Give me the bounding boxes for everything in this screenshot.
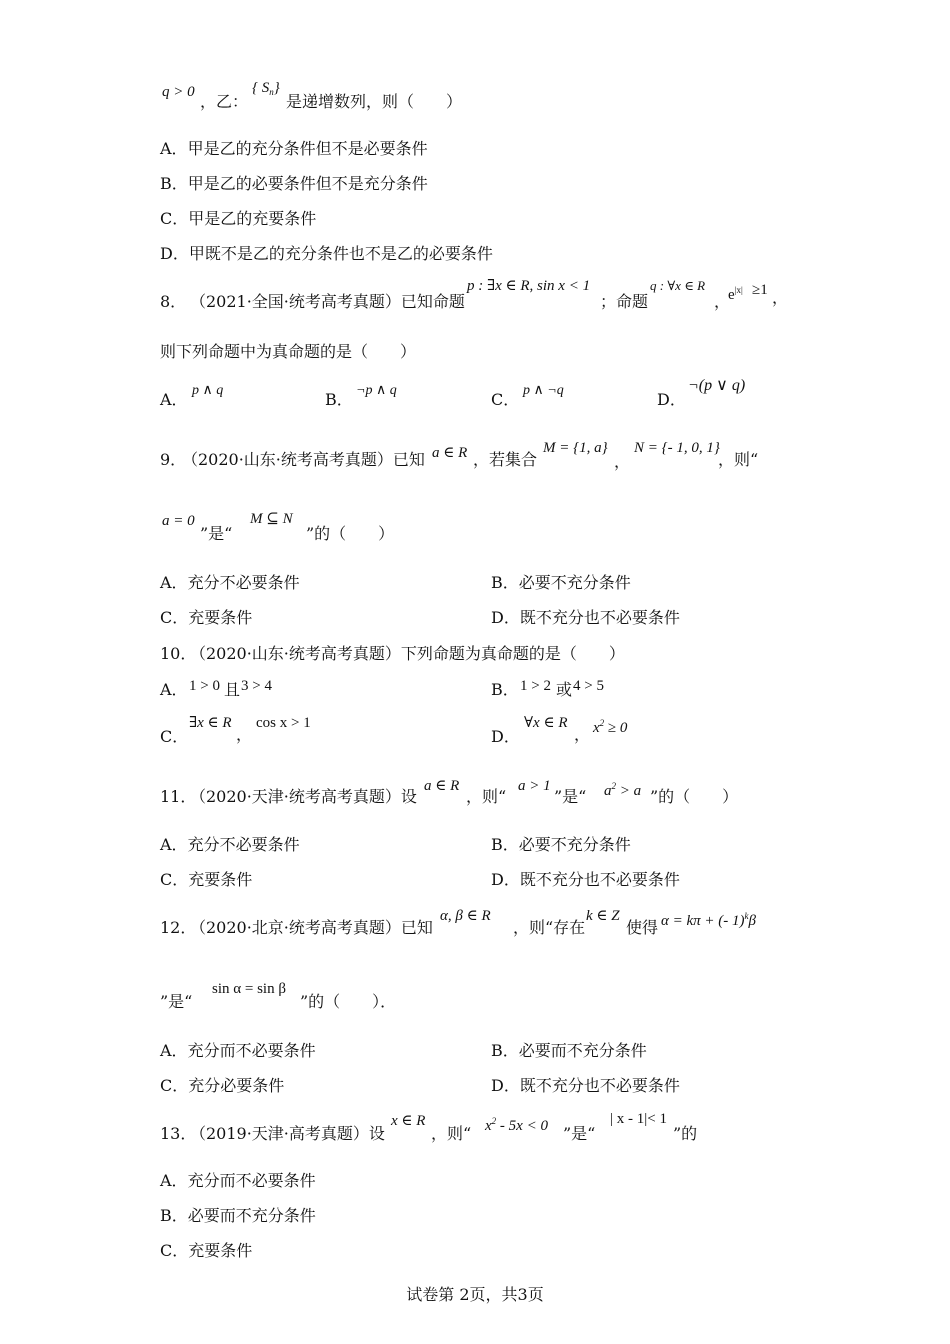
q9-number: 9． [160,450,187,469]
q8-exp: $e^{|x|}$ [728,285,743,303]
q10-option-d-f2: $x^2 \ge 0$ [593,718,628,736]
q9-option-a: A．充分不必要条件 [160,573,300,592]
q11-option-a: A．充分不必要条件 [160,835,300,854]
q9-option-c: C．充要条件 [160,608,253,627]
q7-option-d: D．甲既不是乙的充分条件也不是乙的必要条件 [160,244,493,263]
q10-option-d-letter: D． [491,727,520,746]
q10-option-b-join: 或 [556,680,573,699]
q12-line2-end: ”的（ ）． [300,992,397,1011]
q8-option-c-letter: C． [491,390,520,409]
q13-text3: ”是“ [563,1124,596,1143]
q12-line2-start: ”是“ [160,992,193,1011]
q13-f1: $x^2 - 5x < 0$ [485,1116,548,1134]
q11-f2: $a^2 > a$ [604,781,642,799]
q7-option-a: A．甲是乙的充分条件但不是必要条件 [160,139,428,158]
q8-source: （2021·全国·统考高考真题）已知命题 [190,292,465,311]
q13-cond: x ∈ R [391,1113,426,1129]
q9-set-m: M = {1, a} [543,440,608,456]
q11-text4: ”的（ ） [650,787,739,806]
q13-option-c: C．充要条件 [160,1241,253,1260]
q9-cond: a ∈ R [432,445,468,461]
q10-number: 10． [160,644,197,663]
q12-text3: 使得 [626,918,659,937]
q8-line2: 则下列命题中为真命题的是（ ） [160,342,417,361]
q13-option-b: B．必要而不充分条件 [160,1206,316,1225]
q9-text3: ，则“ [718,450,759,469]
q12-option-b: B．必要而不充分条件 [491,1041,647,1060]
q13-number: 13． [160,1124,197,1143]
q12-source: （2020·北京·统考高考真题）已知 [190,918,433,937]
q11-text3: ”是“ [554,787,587,806]
q10-option-d-f1: ∀x ∈ R [524,715,568,731]
q9-option-b: B．必要不充分条件 [491,573,631,592]
q10-option-c-f2: cos x > 1 [256,715,311,731]
q13-text4: ”的 [673,1124,698,1143]
q10-option-a-letter: A． [160,680,188,699]
q12-option-a: A．充分而不必要条件 [160,1041,316,1060]
q12-formula: α = kπ + (- 1)$^k$β [661,911,757,929]
q9-set-n: N = {- 1, 0, 1} [634,440,720,456]
q10-option-c-letter: C． [160,727,189,746]
q8-ge1: ≥1 [752,282,768,298]
q10-option-c-f1: ∃x ∈ R [189,715,232,731]
q10-option-a-f1: 1 > 0 [189,678,220,694]
q11-option-b: B．必要不充分条件 [491,835,631,854]
q7-seq: { $S_n$} [252,80,280,97]
q11-f1: a > 1 [518,778,551,794]
q12-line2-formula: sin α = sin β [212,981,286,997]
q9-line2-mid: ”是“ [200,524,233,543]
q13-option-a: A．充分而不必要条件 [160,1171,316,1190]
q12-option-d: D．既不充分也不必要条件 [491,1076,680,1095]
q10-option-b-f2: 4 > 5 [573,678,604,694]
q9-source: （2020·山东·统考高考真题）已知 [182,450,425,469]
q13-source: （2019·天津·高考真题）设 [190,1124,385,1143]
q10-option-b-letter: B． [491,680,519,699]
q11-cond: a ∈ R [424,778,460,794]
q8-option-d-formula: ¬(p ∨ q) [688,377,746,394]
q8-p-formula: p : ∃x ∈ R, sin x < 1 [467,278,591,294]
q7-option-b: B．甲是乙的必要条件但不是充分条件 [160,174,428,193]
q11-option-c: C．充要条件 [160,870,253,889]
q8-option-c-formula: p ∧ ¬q [523,383,564,398]
q10-option-d-comma: ， [574,725,591,744]
q13-text2: ，则“ [431,1124,472,1143]
q9-option-d: D．既不充分也不必要条件 [491,608,680,627]
q10-option-c-comma: ， [236,725,253,744]
q12-number: 12． [160,918,197,937]
q9-line2-end: ”的（ ） [306,524,395,543]
q8-end: ， [772,288,789,307]
q13-f2: | x - 1|< 1 [610,1111,667,1127]
q8-option-a-letter: A． [160,390,188,409]
q11-text2: ，则“ [466,787,507,806]
q8-option-d-letter: D． [657,390,686,409]
q11-number: 11． [160,787,197,806]
q9-a-eq-0: a = 0 [162,513,195,529]
q10-option-a-f2: 3 > 4 [241,678,272,694]
q7-cont-formula: q > 0 [162,84,195,100]
q8-comma: ， [714,292,731,311]
q10-option-b-f1: 1 > 2 [520,678,551,694]
q8-q-formula: q : ∀x ∈ R [650,278,706,293]
q7-cont-right: 是递增数列，则（ ） [286,92,463,111]
q12-cond: α, β ∈ R [440,908,491,924]
q8-option-b-letter: B． [325,390,353,409]
q12-text2: ，则“存在 [513,918,586,937]
q12-option-c: C．充分必要条件 [160,1076,285,1095]
q11-source: （2020·天津·统考高考真题）设 [190,787,417,806]
q9-text2: ，若集合 [473,450,538,469]
q9-comma: ， [614,452,631,471]
q8-number: 8． [160,292,187,311]
q7-option-c: C．甲是乙的充要条件 [160,209,317,228]
q8-option-b-formula: ¬p ∧ q [356,383,397,398]
q8-option-a-formula: p ∧ q [192,383,224,398]
q11-option-d: D．既不充分也不必要条件 [491,870,680,889]
q9-subset: M ⊆ N [250,511,293,527]
q7-cont-mid: ，乙： [200,92,249,111]
q12-k: k ∈ Z [586,908,620,924]
q8-sep: ；命题 [600,292,649,311]
q10-option-a-join: 且 [224,680,241,699]
page-footer: 试卷第 2页，共3页 [406,1285,544,1304]
q10-source: （2020·山东·统考高考真题）下列命题为真命题的是（ ） [190,644,625,663]
